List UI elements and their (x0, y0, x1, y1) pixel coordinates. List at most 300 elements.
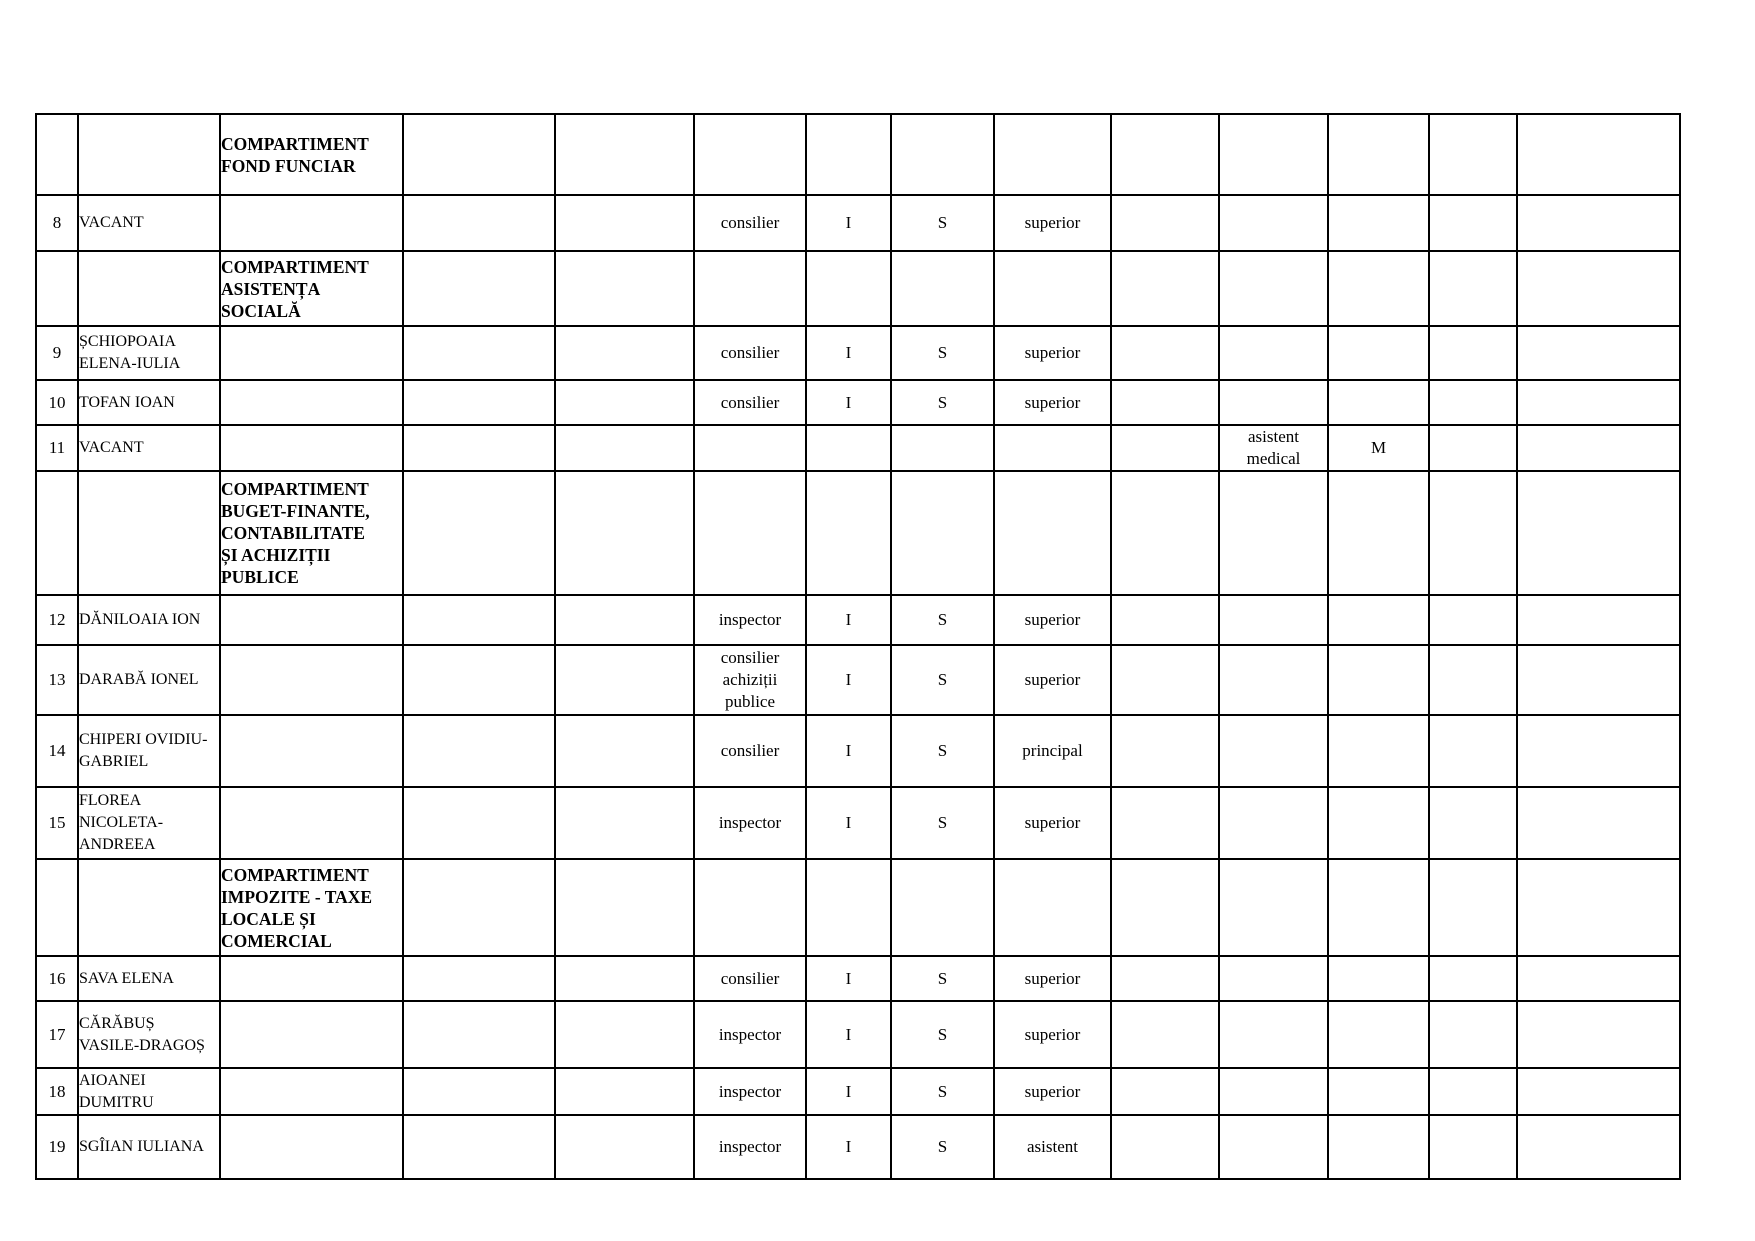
empty-cell (1111, 195, 1219, 251)
empty-cell (220, 595, 403, 645)
empty-cell (1219, 114, 1328, 195)
employee-name (78, 326, 220, 380)
employee-name-text: ȘCHIOPOAIA ELENA-IULIA (79, 333, 181, 372)
empty-cell (220, 956, 403, 1001)
empty-cell (220, 1115, 403, 1179)
table-row (36, 715, 1680, 787)
class-cell-text: I (845, 741, 852, 760)
empty-cell (1111, 1068, 1219, 1115)
function-cell (694, 1001, 806, 1068)
employee-name (78, 715, 220, 787)
function-cell-text: inspector (718, 610, 782, 629)
employee-name-text: VACANT (79, 214, 144, 231)
studies-cell (891, 645, 994, 715)
empty-cell (1517, 380, 1680, 425)
class-cell (806, 787, 891, 859)
function-cell (694, 595, 806, 645)
table-row (36, 1068, 1680, 1115)
empty-cell (403, 1115, 555, 1179)
class-cell (806, 1115, 891, 1179)
nr-cell-text: 12 (48, 610, 66, 629)
grade-cell (994, 1001, 1111, 1068)
empty-cell (220, 1001, 403, 1068)
table-row (36, 326, 1680, 380)
function-cell-text: consilier (720, 392, 780, 412)
class-cell (806, 595, 891, 645)
function-cell (694, 326, 806, 380)
function-cell-text: consilier (720, 741, 780, 760)
employee-name (78, 787, 220, 859)
grade-cell-text: superior (1024, 213, 1081, 232)
empty-cell (694, 251, 806, 326)
empty-cell (220, 326, 403, 380)
grade-cell-text: asistent (1027, 1137, 1078, 1156)
empty-cell (403, 195, 555, 251)
section-header-row (36, 471, 1680, 595)
empty-cell (220, 787, 403, 859)
class-cell (806, 326, 891, 380)
empty-cell (1517, 859, 1680, 956)
studies-cell (891, 715, 994, 787)
nr-cell (36, 425, 78, 471)
empty-cell (1429, 380, 1517, 425)
empty-cell (1111, 859, 1219, 956)
empty-cell (403, 595, 555, 645)
empty-cell (403, 645, 555, 715)
empty-cell (1429, 1001, 1517, 1068)
empty-cell (555, 645, 694, 715)
empty-cell (555, 1068, 694, 1115)
section-header-row (36, 251, 1680, 326)
nr-cell-text: 16 (48, 968, 66, 988)
empty-cell (891, 471, 994, 595)
class-cell (806, 715, 891, 787)
class-cell (806, 1001, 891, 1068)
empty-cell (1429, 114, 1517, 195)
empty-cell (1517, 425, 1680, 471)
nr-cell-text: 14 (48, 741, 66, 760)
studies-cell (891, 195, 994, 251)
function-cell-text: inspector (718, 1137, 782, 1156)
function-cell (694, 715, 806, 787)
contract-studies-cell (1328, 715, 1429, 787)
class-cell-text: I (845, 343, 852, 362)
employee-name (78, 1068, 220, 1115)
name-cell (78, 114, 220, 195)
department-title (220, 114, 403, 195)
employee-name-text: CĂRĂBUȘ VASILE-DRAGOȘ (79, 1014, 205, 1054)
empty-cell (694, 114, 806, 195)
class-cell (806, 645, 891, 715)
empty-cell (1219, 471, 1328, 595)
studies-cell (891, 326, 994, 380)
empty-cell (994, 114, 1111, 195)
nr-cell-text: 15 (48, 813, 66, 832)
nr-cell (36, 1001, 78, 1068)
empty-cell (555, 471, 694, 595)
empty-cell (555, 787, 694, 859)
grade-cell-text: superior (1024, 968, 1081, 988)
name-cell (78, 471, 220, 595)
empty-cell (403, 251, 555, 326)
nr-cell (36, 251, 78, 326)
class-cell-text: I (845, 1081, 852, 1101)
grade-cell (994, 787, 1111, 859)
class-cell-text: I (845, 1137, 852, 1156)
department-title-text: COMPARTIMENT FOND FUNCIAR (221, 133, 369, 176)
studies-cell-text: S (937, 1081, 948, 1101)
empty-cell (891, 251, 994, 326)
empty-cell (1429, 1115, 1517, 1179)
staff-table (35, 113, 1681, 1180)
department-title (220, 471, 403, 595)
empty-cell (220, 195, 403, 251)
grade-cell (994, 1068, 1111, 1115)
nr-cell-text: 19 (48, 1137, 66, 1156)
function-cell-text: consilier (720, 968, 780, 988)
contract-studies-cell (1328, 425, 1429, 471)
contract-function-cell-text: asistent medical (1246, 427, 1301, 468)
nr-cell (36, 195, 78, 251)
nr-cell (36, 787, 78, 859)
empty-cell (1111, 326, 1219, 380)
employee-name-text: SAVA ELENA (79, 969, 174, 987)
empty-cell (1429, 1068, 1517, 1115)
empty-cell (891, 859, 994, 956)
department-title (220, 859, 403, 956)
class-cell-text: I (845, 670, 852, 689)
nr-cell-text: 8 (52, 213, 62, 232)
nr-cell-text: 10 (48, 392, 66, 412)
table-row (36, 380, 1680, 425)
employee-name-text: VACANT (79, 439, 144, 456)
contract-function-cell (1219, 595, 1328, 645)
empty-cell (806, 114, 891, 195)
contract-studies-cell (1328, 380, 1429, 425)
grade-cell (994, 645, 1111, 715)
empty-cell (1517, 195, 1680, 251)
name-cell (78, 859, 220, 956)
function-cell (694, 380, 806, 425)
nr-cell (36, 715, 78, 787)
studies-cell-text: S (937, 968, 948, 988)
empty-cell (1111, 595, 1219, 645)
contract-function-cell (1219, 956, 1328, 1001)
empty-cell (1111, 715, 1219, 787)
empty-cell (1517, 471, 1680, 595)
class-cell-text: I (845, 610, 852, 629)
name-cell (78, 251, 220, 326)
contract-studies-cell (1328, 787, 1429, 859)
empty-cell (555, 380, 694, 425)
employee-name-text: AIOANEI DUMITRU (79, 1071, 154, 1111)
contract-function-cell (1219, 195, 1328, 251)
department-title-text: COMPARTIMENT BUGET-FINANTE, CONTABILITATE ȘI ACHIZIȚII PUBLICE (221, 479, 370, 587)
empty-cell (1429, 645, 1517, 715)
grade-cell (994, 425, 1111, 471)
nr-cell (36, 645, 78, 715)
department-title-text: COMPARTIMENT IMPOZITE - TAXE LOCALE ȘI COMERCIAL (221, 864, 373, 951)
empty-cell (403, 956, 555, 1001)
employee-name-text: TOFAN IOAN (79, 393, 175, 411)
studies-cell-text: S (937, 213, 948, 232)
empty-cell (1328, 859, 1429, 956)
empty-cell (1517, 326, 1680, 380)
nr-cell (36, 471, 78, 595)
studies-cell (891, 956, 994, 1001)
function-cell (694, 956, 806, 1001)
empty-cell (403, 787, 555, 859)
empty-cell (403, 425, 555, 471)
empty-cell (1328, 471, 1429, 595)
contract-studies-cell (1328, 956, 1429, 1001)
contract-studies-cell-text: M (1370, 438, 1387, 457)
studies-cell-text: S (937, 813, 948, 832)
table-row (36, 956, 1680, 1001)
empty-cell (994, 471, 1111, 595)
function-cell-text: consilier achiziții publice (720, 648, 780, 711)
empty-cell (806, 471, 891, 595)
empty-cell (1517, 715, 1680, 787)
empty-cell (1429, 195, 1517, 251)
table-row (36, 195, 1680, 251)
empty-cell (1111, 425, 1219, 471)
empty-cell (555, 956, 694, 1001)
empty-cell (403, 326, 555, 380)
studies-cell-text: S (937, 343, 948, 362)
empty-cell (403, 1068, 555, 1115)
empty-cell (891, 114, 994, 195)
grade-cell (994, 715, 1111, 787)
contract-function-cell (1219, 326, 1328, 380)
empty-cell (1429, 425, 1517, 471)
empty-cell (1429, 859, 1517, 956)
empty-cell (694, 471, 806, 595)
class-cell-text: I (845, 1024, 852, 1044)
empty-cell (1517, 645, 1680, 715)
nr-cell (36, 326, 78, 380)
nr-cell-text: 18 (48, 1081, 66, 1101)
employee-name-text: DĂNILOAIA ION (79, 611, 201, 628)
empty-cell (694, 859, 806, 956)
empty-cell (1429, 326, 1517, 380)
grade-cell (994, 326, 1111, 380)
studies-cell-text: S (937, 1024, 948, 1044)
employee-name (78, 380, 220, 425)
studies-cell-text: S (937, 741, 948, 760)
empty-cell (403, 859, 555, 956)
empty-cell (1111, 645, 1219, 715)
empty-cell (403, 114, 555, 195)
empty-cell (1517, 787, 1680, 859)
empty-cell (1429, 251, 1517, 326)
studies-cell-text: S (937, 670, 948, 689)
employee-name (78, 956, 220, 1001)
empty-cell (1429, 595, 1517, 645)
table-row (36, 425, 1680, 471)
empty-cell (1328, 114, 1429, 195)
studies-cell (891, 1115, 994, 1179)
grade-cell-text: superior (1024, 670, 1081, 689)
studies-cell (891, 1001, 994, 1068)
class-cell-text: I (845, 392, 852, 412)
grade-cell-text: principal (1022, 741, 1083, 760)
contract-studies-cell (1328, 326, 1429, 380)
empty-cell (1219, 251, 1328, 326)
empty-cell (555, 326, 694, 380)
empty-cell (1429, 956, 1517, 1001)
contract-studies-cell (1328, 195, 1429, 251)
table-row (36, 645, 1680, 715)
empty-cell (403, 1001, 555, 1068)
function-cell-text: consilier (720, 343, 780, 362)
empty-cell (220, 1068, 403, 1115)
section-header-row (36, 859, 1680, 956)
empty-cell (555, 1001, 694, 1068)
function-cell (694, 1115, 806, 1179)
function-cell (694, 787, 806, 859)
contract-function-cell (1219, 1115, 1328, 1179)
contract-function-cell (1219, 1068, 1328, 1115)
empty-cell (806, 859, 891, 956)
studies-cell (891, 380, 994, 425)
class-cell (806, 425, 891, 471)
function-cell (694, 425, 806, 471)
empty-cell (555, 195, 694, 251)
empty-cell (220, 425, 403, 471)
grade-cell-text: superior (1024, 813, 1081, 832)
function-cell-text: inspector (718, 1024, 782, 1044)
empty-cell (555, 425, 694, 471)
table-row (36, 787, 1680, 859)
empty-cell (1111, 1001, 1219, 1068)
empty-cell (1111, 471, 1219, 595)
empty-cell (220, 380, 403, 425)
empty-cell (220, 715, 403, 787)
grade-cell-text: superior (1024, 392, 1081, 412)
empty-cell (1517, 1068, 1680, 1115)
empty-cell (1517, 595, 1680, 645)
empty-cell (555, 1115, 694, 1179)
empty-cell (1111, 956, 1219, 1001)
function-cell (694, 195, 806, 251)
table-row (36, 1001, 1680, 1068)
grade-cell-text: superior (1024, 343, 1081, 362)
empty-cell (555, 595, 694, 645)
empty-cell (555, 114, 694, 195)
contract-function-cell (1219, 1001, 1328, 1068)
empty-cell (1429, 715, 1517, 787)
grade-cell-text: superior (1024, 610, 1081, 629)
empty-cell (1517, 251, 1680, 326)
grade-cell (994, 380, 1111, 425)
empty-cell (403, 380, 555, 425)
function-cell (694, 645, 806, 715)
studies-cell (891, 787, 994, 859)
function-cell-text: consilier (720, 213, 780, 232)
section-header-row (36, 114, 1680, 195)
nr-cell-text: 17 (48, 1024, 66, 1044)
class-cell-text: I (845, 968, 852, 988)
grade-cell (994, 956, 1111, 1001)
studies-cell-text: S (937, 610, 948, 629)
empty-cell (1517, 1115, 1680, 1179)
contract-studies-cell (1328, 1001, 1429, 1068)
employee-name (78, 1001, 220, 1068)
class-cell (806, 380, 891, 425)
table-row (36, 595, 1680, 645)
contract-function-cell (1219, 380, 1328, 425)
function-cell (694, 1068, 806, 1115)
table-row (36, 1115, 1680, 1179)
empty-cell (1111, 251, 1219, 326)
class-cell-text: I (845, 813, 852, 832)
grade-cell (994, 195, 1111, 251)
studies-cell (891, 1068, 994, 1115)
empty-cell (1517, 114, 1680, 195)
empty-cell (220, 645, 403, 715)
empty-cell (403, 715, 555, 787)
employee-name (78, 1115, 220, 1179)
empty-cell (1429, 471, 1517, 595)
class-cell-text: I (845, 213, 852, 232)
nr-cell (36, 114, 78, 195)
nr-cell-text: 9 (52, 343, 62, 362)
empty-cell (555, 715, 694, 787)
studies-cell (891, 425, 994, 471)
empty-cell (1219, 859, 1328, 956)
empty-cell (1429, 787, 1517, 859)
empty-cell (994, 859, 1111, 956)
contract-studies-cell (1328, 645, 1429, 715)
nr-cell (36, 595, 78, 645)
grade-cell-text: superior (1024, 1081, 1081, 1101)
employee-name-text: DARABĂ IONEL (79, 671, 199, 688)
department-title-text: COMPARTIMENT ASISTENȚA SOCIALĂ (221, 256, 369, 321)
class-cell (806, 956, 891, 1001)
grade-cell (994, 1115, 1111, 1179)
contract-studies-cell (1328, 595, 1429, 645)
empty-cell (1111, 114, 1219, 195)
nr-cell (36, 380, 78, 425)
contract-studies-cell (1328, 1068, 1429, 1115)
department-title (220, 251, 403, 326)
nr-cell (36, 1068, 78, 1115)
nr-cell (36, 956, 78, 1001)
class-cell (806, 195, 891, 251)
employee-name (78, 595, 220, 645)
grade-cell-text: superior (1024, 1024, 1081, 1044)
nr-cell (36, 1115, 78, 1179)
empty-cell (1517, 1001, 1680, 1068)
studies-cell (891, 595, 994, 645)
employee-name (78, 195, 220, 251)
employee-name-text: FLOREA NICOLETA- ANDREEA (79, 792, 164, 853)
nr-cell-text: 13 (48, 670, 66, 689)
empty-cell (555, 251, 694, 326)
empty-cell (994, 251, 1111, 326)
empty-cell (1328, 251, 1429, 326)
class-cell (806, 1068, 891, 1115)
function-cell-text: inspector (718, 1081, 782, 1101)
contract-studies-cell (1328, 1115, 1429, 1179)
empty-cell (555, 859, 694, 956)
empty-cell (1111, 787, 1219, 859)
empty-cell (1111, 380, 1219, 425)
empty-cell (1517, 956, 1680, 1001)
employee-name (78, 425, 220, 471)
contract-function-cell (1219, 645, 1328, 715)
